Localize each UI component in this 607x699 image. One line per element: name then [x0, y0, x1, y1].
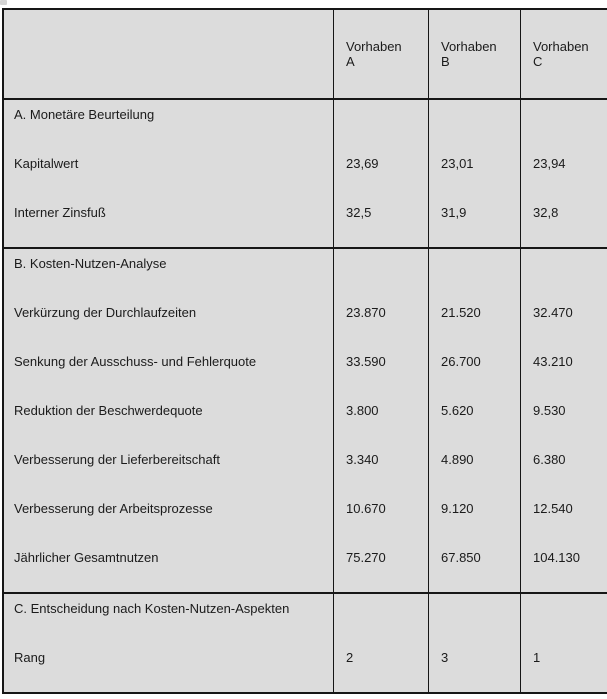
cell-value: 75.270	[333, 543, 428, 592]
row-label: Interner Zinsfuß	[14, 205, 106, 220]
cell-value: 23,69	[333, 149, 428, 198]
row-label: Rang	[14, 650, 46, 665]
empty-cell	[333, 100, 428, 149]
section-title-row	[4, 249, 607, 298]
empty-cell	[333, 594, 428, 643]
table-row	[4, 643, 607, 692]
cell-value: 5.620	[428, 396, 520, 445]
section-monetary-assessment	[4, 98, 607, 247]
section-title: B. Kosten-Nutzen-Analyse	[14, 256, 167, 271]
row-label: Reduktion der Beschwerdequote	[14, 403, 203, 418]
cell-value: 23.870	[333, 298, 428, 347]
table-row	[4, 494, 607, 543]
table-row	[4, 543, 607, 592]
row-label: Senkung der Ausschuss- und Fehlerquote	[14, 354, 257, 369]
table-row	[4, 198, 607, 247]
section-title-row	[4, 100, 607, 149]
cell-value: 4.890	[428, 445, 520, 494]
cell-value: 1	[520, 643, 607, 692]
column-header-label: Vorhaben A	[346, 39, 402, 69]
page-edge-artifact	[0, 0, 7, 5]
table-row	[4, 445, 607, 494]
column-header-vorhaben-c	[520, 10, 607, 98]
column-header-label: Vorhaben C	[533, 39, 589, 69]
cell-value: 10.670	[333, 494, 428, 543]
section-decision-ranking	[4, 592, 607, 692]
table-row	[4, 298, 607, 347]
cell-value: 32.470	[520, 298, 607, 347]
cell-value: 33.590	[333, 347, 428, 396]
empty-cell	[428, 100, 520, 149]
section-cost-benefit-analysis	[4, 247, 607, 592]
cell-value: 12.540	[520, 494, 607, 543]
column-header-vorhaben-b	[428, 10, 520, 98]
cell-value: 3.800	[333, 396, 428, 445]
cell-value: 9.120	[428, 494, 520, 543]
cost-benefit-comparison-table	[2, 8, 607, 694]
cell-value: 2	[333, 643, 428, 692]
cell-value: 3	[428, 643, 520, 692]
section-title-row	[4, 594, 607, 643]
cell-value: 32,8	[520, 198, 607, 247]
cell-value: 31,9	[428, 198, 520, 247]
empty-cell	[520, 594, 607, 643]
cell-value: 43.210	[520, 347, 607, 396]
row-label: Kapitalwert	[14, 156, 79, 171]
cell-value: 3.340	[333, 445, 428, 494]
row-label: Jährlicher Gesamtnutzen	[14, 550, 159, 565]
table-row	[4, 149, 607, 198]
section-title: C. Entscheidung nach Kosten-Nutzen-Aspekten	[14, 601, 290, 616]
cell-value: 21.520	[428, 298, 520, 347]
table-row	[4, 396, 607, 445]
table-row	[4, 347, 607, 396]
cell-value: 9.530	[520, 396, 607, 445]
cell-value: 104.130	[520, 543, 607, 592]
cell-value: 23,01	[428, 149, 520, 198]
cell-value: 26.700	[428, 347, 520, 396]
row-label: Verbesserung der Arbeitsprozesse	[14, 501, 213, 516]
empty-cell	[428, 249, 520, 298]
row-label: Verbesserung der Lieferbereitschaft	[14, 452, 220, 467]
table-header-row	[4, 10, 607, 98]
cell-value: 6.380	[520, 445, 607, 494]
header-empty-cell	[4, 10, 333, 98]
empty-cell	[333, 249, 428, 298]
empty-cell	[520, 249, 607, 298]
row-label: Verkürzung der Durchlaufzeiten	[14, 305, 197, 320]
section-title: A. Monetäre Beurteilung	[14, 107, 155, 122]
empty-cell	[520, 100, 607, 149]
cell-value: 32,5	[333, 198, 428, 247]
cell-value: 67.850	[428, 543, 520, 592]
column-header-vorhaben-a	[333, 10, 428, 98]
cell-value: 23,94	[520, 149, 607, 198]
table-container	[2, 8, 607, 698]
empty-cell	[428, 594, 520, 643]
column-header-label: Vorhaben B	[441, 39, 497, 69]
